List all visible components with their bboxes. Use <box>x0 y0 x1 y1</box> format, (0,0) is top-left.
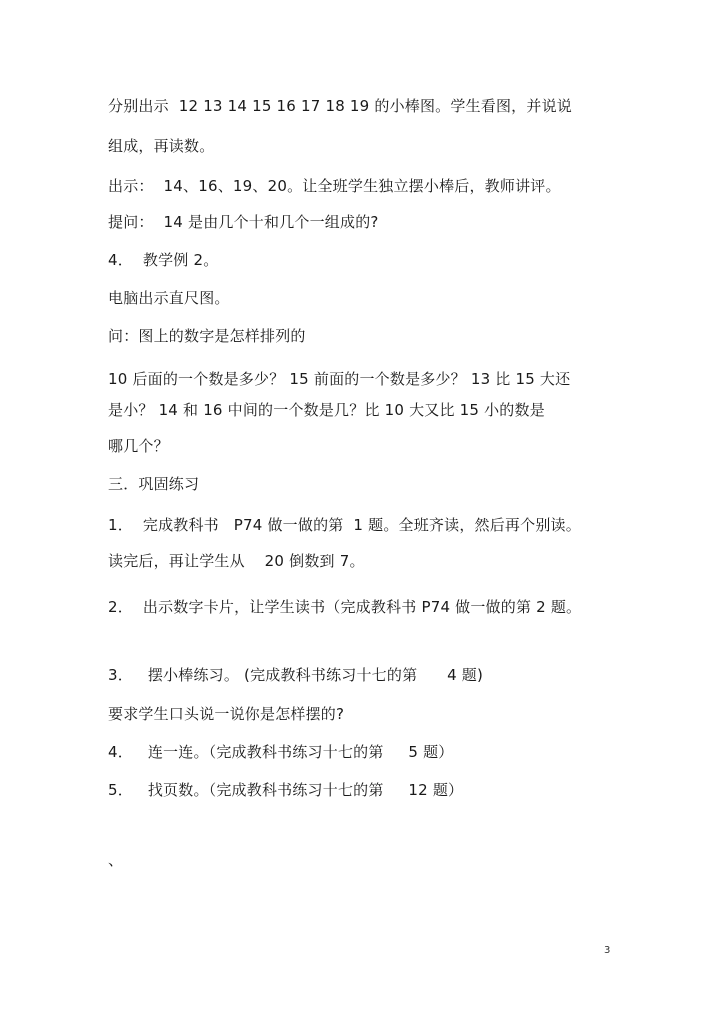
text-line-4: 提问： 14 是由几个十和几个一组成的? <box>108 213 379 231</box>
text-line-14: 2． 出示数字卡片，让学生读书（完成教科书 P74 做一做的第 2 题。 <box>108 598 582 616</box>
page-number: 3 <box>604 945 611 956</box>
text-line-17: 4． 连一连。（完成教科书练习十七的第 5 题） <box>108 743 454 761</box>
text-line-3: 出示： 14、16、19、20。让全班学生独立摆小棒后，教师讲评。 <box>108 177 561 195</box>
text-line-18: 5． 找页数。（完成教科书练习十七的第 12 题） <box>108 781 464 799</box>
text-line-5: 4． 教学例 2。 <box>108 251 219 269</box>
text-line-10: 哪几个？ <box>108 437 169 455</box>
section-heading: 三．巩固练习 <box>108 475 200 493</box>
text-line-16: 要求学生口头说一说你是怎样摆的? <box>108 705 345 723</box>
text-line-12: 1． 完成教科书 P74 做一做的第 1 题。全班齐读，然后再个别读。 <box>108 516 581 534</box>
text-line-2: 组成，再读数。 <box>108 137 215 155</box>
text-line-15: 3． 摆小棒练习。 (完成教科书练习十七的第 4 题) <box>108 666 484 684</box>
text-line-13: 读完后，再让学生从 20 倒数到 7。 <box>108 552 365 570</box>
text-line-8: 10 后面的一个数是多少？ 15 前面的一个数是多少？ 13 比 15 大还 <box>108 370 571 388</box>
text-line-7: 问：图上的数字是怎样排列的 <box>108 327 306 345</box>
text-line-6: 电脑出示直尺图。 <box>108 289 230 307</box>
text-line-9: 是小？ 14 和 16 中间的一个数是几？比 10 大又比 15 小的数是 <box>108 401 545 419</box>
text-line-1: 分别出示 12 13 14 15 16 17 18 19 的小棒图。学生看图，并说说 <box>108 97 572 115</box>
stray-mark: 、 <box>108 851 124 869</box>
